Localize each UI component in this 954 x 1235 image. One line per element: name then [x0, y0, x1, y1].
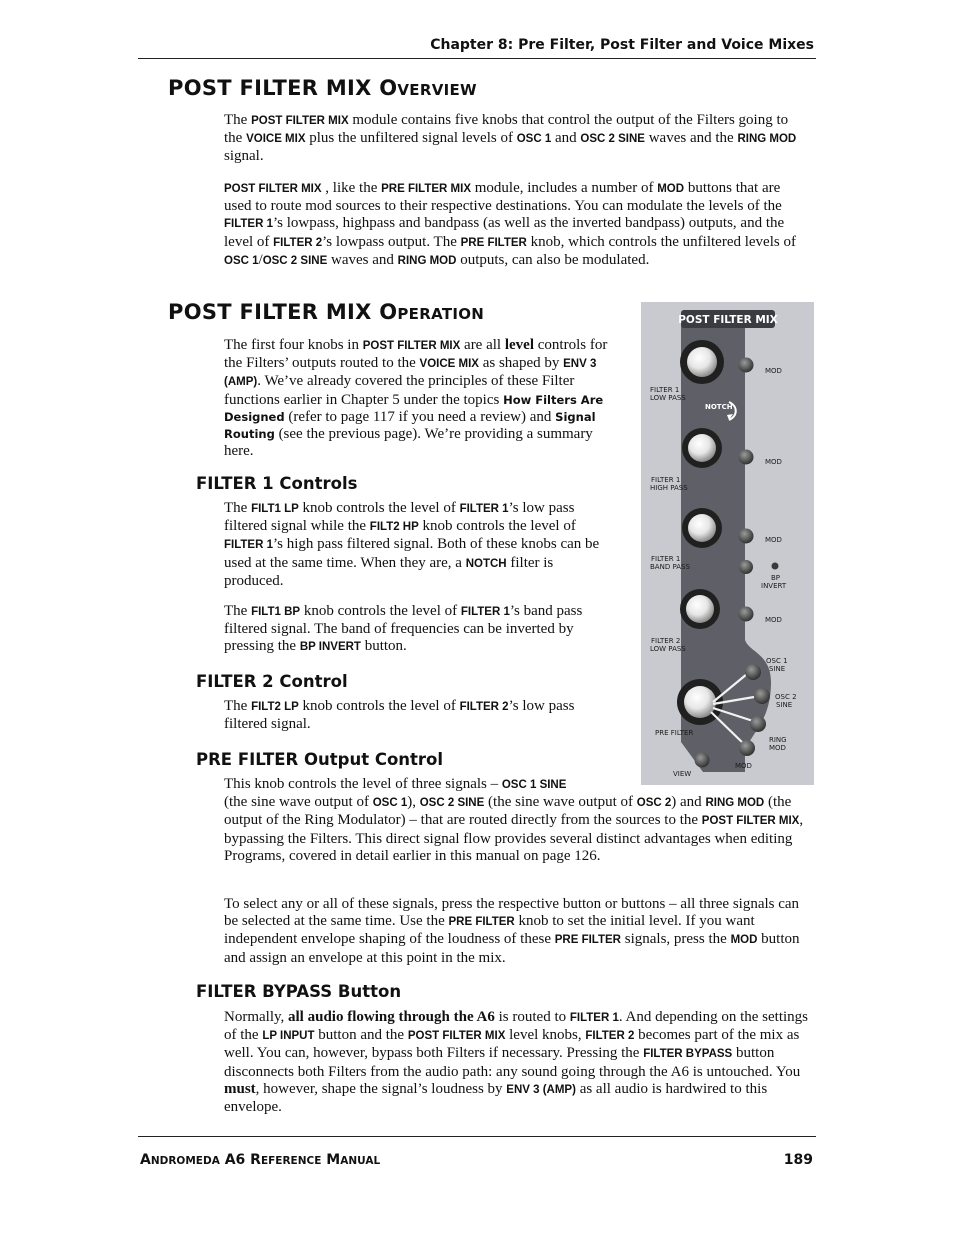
header-rule: [138, 58, 816, 59]
ring-mod-button: [750, 716, 766, 732]
page-number: 189: [783, 1152, 813, 1168]
filter2-paragraph: The FILT2 LP knob controls the level of FILTER 2’s low pass filtered signal.: [224, 698, 575, 733]
label-mod-4: MOD: [765, 616, 782, 624]
label-notch: NOTCH: [705, 403, 733, 411]
label-ring-mod-2: MOD: [769, 744, 786, 752]
label-osc1-sine-2: SINE: [769, 665, 786, 673]
label-ring-mod: RING: [769, 736, 787, 744]
osc2-sine-button: [754, 688, 770, 704]
heading-text: POST FILTER MIX: [168, 300, 380, 324]
label-view: VIEW: [673, 770, 692, 778]
label-filter1-highpass-2: HIGH PASS: [650, 484, 688, 492]
label-filter2-lowpass-2: LOW PASS: [650, 645, 686, 653]
bypass-heading: FILTER BYPASS Button: [196, 982, 402, 1001]
mod-button-4: [739, 607, 754, 622]
label-filter2-lowpass: FILTER 2: [651, 637, 681, 645]
filter2-heading: FILTER 2 Control: [196, 672, 348, 691]
operation-heading: [168, 300, 484, 324]
prefilter-paragraph-2: To select any or all of these signals, press the respective button or buttons – all three signals can be selected at the same time. Use the PRE FILTER knob to set the initial level. If you want independent envelope shaping of the loudness of these PRE FILTER signals, press the MOD button and assign an envelope at this point in the mix.: [224, 896, 800, 966]
chapter-header: Chapter 8: Pre Filter, Post Filter and Voice Mixes: [430, 37, 814, 53]
pre-filter-mod-button: [739, 740, 755, 756]
post-filter-mix-panel-image: [641, 302, 814, 785]
label-osc2-sine: OSC 2: [775, 693, 797, 701]
panel-title: POST FILTER MIX: [678, 314, 778, 326]
prefilter-paragraph-1: This knob controls the level of three signals – OSC 1 SINE (the sine wave output of OSC 1), OSC 2 SINE (the sine wave output of OSC 2) and RING MOD (the output of the Ring Modulator) – that are routed directly from the sources to the POST FILTER MIX, bypassing the Filters. This direct signal flow provides several distinct advantages when editing Programs, covered in detail earlier in this manual on page 126.: [224, 776, 804, 864]
filter1-heading: FILTER 1 Controls: [196, 474, 358, 493]
osc1-sine-button: [745, 664, 761, 680]
heading-cap: O: [379, 76, 398, 100]
label-filter1-bandpass: FILTER 1: [651, 555, 681, 563]
label-filter1-highpass: FILTER 1: [651, 476, 681, 484]
label-mod-3: MOD: [765, 536, 782, 544]
label-osc2-sine-2: SINE: [776, 701, 793, 709]
heading-smallcaps: VERVIEW: [397, 81, 477, 99]
filter1-paragraph-2: The FILT1 BP knob controls the level of FILTER 1’s band pass filtered signal. The band of frequencies can be inverted by pressing the BP INVERT button.: [224, 603, 583, 655]
operation-paragraph: The first four knobs in POST FILTER MIX are all level controls for the Filters’ outputs routed to the VOICE MIX as shaped by ENV 3 (AMP). We’ve already covered the principles of these Filter functions earlier in Chapter 5 under the topics How Filters Are Designed (refer to page 117 if you need a review) and Signal Routing (see the previous page). We’re providing a summary here.: [224, 337, 608, 460]
label-pre-filter: PRE FILTER: [655, 729, 694, 737]
bp-invert-led: [772, 563, 779, 570]
label-mod-1: MOD: [765, 367, 782, 375]
heading-smallcaps: PERATION: [397, 305, 485, 323]
label-filter1-lowpass-2: LOW PASS: [650, 394, 686, 402]
mod-button-3: [739, 529, 754, 544]
prefilter-heading: PRE FILTER Output Control: [196, 750, 444, 769]
heading-text: POST FILTER MIX: [168, 76, 380, 100]
overview-paragraph-1: The POST FILTER MIX module contains five knobs that control the output of the Filters going to the VOICE MIX plus the unfiltered signal levels of OSC 1 and OSC 2 SINE waves and the RING MOD signal.: [224, 112, 797, 165]
filter1-paragraph-1: The FILT1 LP knob controls the level of FILTER 1’s low pass filtered signal while the FILT2 HP knob controls the level of FILTER 1’s high pass filtered signal. Both of these knobs can be used at the same time. When they are, a NOTCH filter is produced.: [224, 500, 600, 589]
label-filter1-lowpass: FILTER 1: [650, 386, 680, 394]
label-filter1-bandpass-2: BAND PASS: [650, 563, 690, 571]
view-button: [695, 753, 710, 768]
overview-heading: [168, 76, 477, 100]
label-mod-2: MOD: [765, 458, 782, 466]
mod-button-1: [739, 358, 754, 373]
bypass-paragraph: Normally, all audio flowing through the A6 is routed to FILTER 1. And depending on the settings of the LP INPUT button and the POST FILTER MIX level knobs, FILTER 2 becomes part of the mix as well. You can, however, bypass both Filters if necessary. Pressing the FILTER BYPASS button disconnects both Filters from the audio path: any sound going through the A6 is untouched. You must, however, shape the signal’s loudness by ENV 3 (AMP) as all audio is hardwired to this envelope.: [224, 1009, 809, 1116]
overview-paragraph-2: POST FILTER MIX , like the PRE FILTER MIX module, includes a number of MOD buttons that are used to route mod sources to their respective destinations. You can modulate the levels of the FILTER 1’s lowpass, highpass and bandpass (as well as the inverted bandpass) outputs, and the level of FILTER 2’s lowpass output. The PRE FILTER knob, which controls the unfiltered levels of OSC 1/OSC 2 SINE waves and RING MOD outputs, can also be modulated.: [224, 180, 796, 268]
mod-button-2: [739, 450, 754, 465]
bp-invert-button: [739, 560, 753, 574]
label-bp-invert-2: INVERT: [761, 582, 787, 590]
footer-rule: [138, 1136, 816, 1137]
label-osc1-sine: OSC 1: [766, 657, 788, 665]
heading-cap: O: [379, 300, 398, 324]
label-bp-invert: BP: [771, 574, 781, 582]
label-mod-5: MOD: [735, 762, 752, 770]
manual-title: ANDROMEDA A6 REFERENCE MANUAL: [140, 1152, 381, 1168]
